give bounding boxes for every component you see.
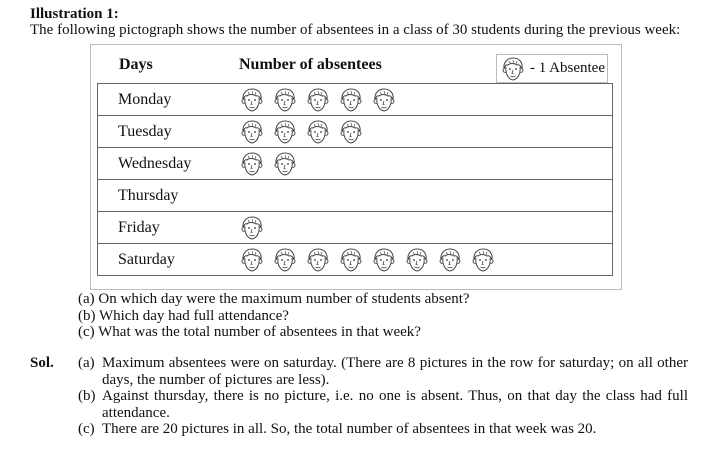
student-face-icon [305, 119, 331, 145]
illustration-title: Illustration 1: [30, 6, 119, 22]
answer-item [78, 355, 688, 388]
pictograph-row [97, 211, 613, 243]
student-face-icon [305, 87, 331, 113]
absentee-icons [239, 247, 503, 273]
pictograph-row [97, 179, 613, 211]
student-face-icon [239, 119, 265, 145]
pictograph-row [97, 243, 613, 276]
day-label: Saturday [118, 250, 175, 268]
question: (a) On which day were the maximum number of students absent? [78, 291, 470, 307]
student-face-icon [239, 215, 265, 241]
day-label: Thursday [118, 186, 179, 204]
key-label: - 1 Absentee [530, 60, 605, 76]
day-label: Friday [118, 218, 160, 236]
day-label: Wednesday [118, 154, 192, 172]
student-face-icon [371, 87, 397, 113]
header-days: Days [119, 56, 153, 73]
student-face-icon [239, 151, 265, 177]
pictograph-row [97, 115, 613, 147]
day-label: Monday [118, 90, 172, 108]
answer-text: Maximum absentees were on saturday. (There are 8 pictures in the row for saturday; on all other days, the number of pictures are less). [102, 355, 688, 388]
absentee-icons [239, 151, 305, 177]
student-face-icon [272, 119, 298, 145]
student-face-icon [338, 247, 364, 273]
answer-text: There are 20 pictures in all. So, the total number of absentees in that week was 20. [102, 421, 597, 437]
answer-tag: (c) [78, 421, 95, 437]
student-face-icon [500, 56, 526, 82]
solution-label: Sol. [30, 355, 54, 371]
absentee-icons [239, 87, 404, 113]
solution-answers [78, 355, 688, 438]
pictograph-key [496, 54, 608, 83]
questions [78, 291, 470, 341]
student-face-icon [305, 247, 331, 273]
student-face-icon [239, 247, 265, 273]
pictograph-row [97, 83, 613, 115]
pictograph-row [97, 147, 613, 179]
question: (c) What was the total number of absentees in that week? [78, 324, 421, 340]
student-face-icon [371, 247, 397, 273]
student-face-icon [272, 87, 298, 113]
student-face-icon [272, 151, 298, 177]
student-face-icon [404, 247, 430, 273]
student-face-icon [272, 247, 298, 273]
answer-tag: (b) [78, 388, 96, 404]
header-absentees: Number of absentees [239, 56, 382, 73]
answer-item [78, 421, 688, 438]
student-face-icon [338, 119, 364, 145]
day-label: Tuesday [118, 122, 172, 140]
answer-text: Against thursday, there is no picture, i.e. no one is absent. Thus, on that day the class had full attendance. [102, 388, 688, 421]
answer-item [78, 388, 688, 421]
absentee-icons [239, 119, 371, 145]
pictograph [90, 44, 622, 290]
student-face-icon [470, 247, 496, 273]
student-face-icon [239, 87, 265, 113]
student-face-icon [437, 247, 463, 273]
pictograph-rows [97, 83, 613, 276]
question: (b) Which day had full attendance? [78, 307, 289, 324]
illustration-intro: The following pictograph shows the number of absentees in a class of 30 students during the previous week: [30, 22, 681, 38]
answer-tag: (a) [78, 355, 95, 371]
absentee-icons [239, 215, 272, 241]
student-face-icon [338, 87, 364, 113]
